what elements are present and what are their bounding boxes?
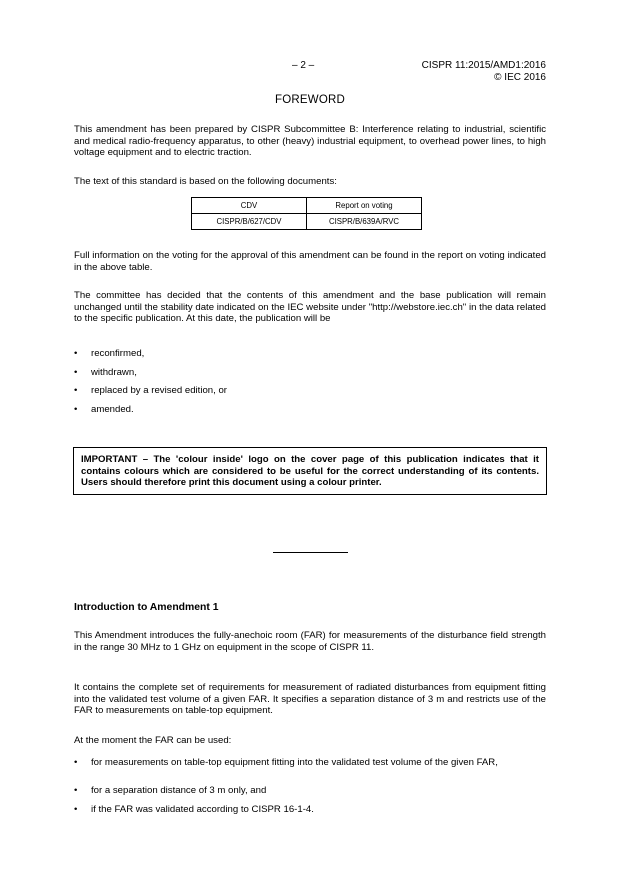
intro-paragraph-2: It contains the complete set of requirements for measurement of radiated disturbances from equipment fitting into the validated test volume of a given FAR. It specifies a separation distance of 3 m and restricts use of the FAR to measurements on table-top equipment. <box>74 682 546 717</box>
bullet-icon: • <box>74 757 78 768</box>
voting-documents-table <box>191 197 422 230</box>
foreword-paragraph-1: This amendment has been prepared by CISPR Subcommittee B: Interference relating to industrial, scientific and medical radio-frequency apparatus, to other (heavy) industrial equipment, to overhead power lines, to high voltage equipment and to electric traction. <box>74 124 546 159</box>
list-item <box>74 804 546 823</box>
list-item-text: reconfirmed, <box>91 348 145 359</box>
list-item <box>74 404 546 423</box>
list-item-text: withdrawn, <box>91 366 137 378</box>
list-item-text: if the FAR was validated according to CISPR 16-1-4. <box>91 803 314 815</box>
list-item <box>74 757 546 785</box>
doc-ref-label: CISPR 11:2015/AMD1:2016 <box>421 60 546 71</box>
bullet-icon: • <box>74 348 78 359</box>
list-item <box>74 385 546 404</box>
page-number: – 2 – <box>292 60 315 71</box>
table-header-cell: Report on voting <box>307 198 422 214</box>
bullet-icon: • <box>74 366 78 378</box>
table-row <box>192 214 422 230</box>
list-item-text: for a separation distance of 3 m only, and <box>91 785 267 796</box>
far-usage-list <box>74 757 546 822</box>
section-divider <box>273 552 348 553</box>
intro-paragraph-1: This Amendment introduces the fully-anechoic room (FAR) for measurements of the disturbance field strength in the range 30 MHz to 1 GHz on equipment in the scope of CISPR 11. <box>74 630 546 653</box>
table-cell: CISPR/B/627/CDV <box>192 214 307 230</box>
table-cell: CISPR/B/639A/RVC <box>307 214 422 230</box>
bullet-icon: • <box>74 403 78 415</box>
table-header-cell: CDV <box>192 198 307 214</box>
copyright-label: © IEC 2016 <box>494 72 546 83</box>
intro-heading: Introduction to Amendment 1 <box>74 602 219 613</box>
foreword-paragraph-3: Full information on the voting for the approval of this amendment can be found in the report on voting indicated in the above table. <box>74 250 546 273</box>
table-header-row <box>192 198 422 214</box>
list-item <box>74 348 546 367</box>
document-reference <box>422 60 546 84</box>
important-notice-box: IMPORTANT – The 'colour inside' logo on the cover page of this publication indicates that it contains colours which are considered to be useful for the correct understanding of its contents. Users should therefore print this document using a colour printer. <box>73 447 547 495</box>
bullet-icon: • <box>74 785 78 796</box>
bullet-icon: • <box>74 803 78 815</box>
list-item-text: amended. <box>91 403 134 415</box>
list-item <box>74 367 546 386</box>
list-item-text: for measurements on table-top equipment fitting into the validated test volume of the given FAR, <box>91 757 498 768</box>
foreword-paragraph-4: The committee has decided that the contents of this amendment and the base publication will remain unchanged until the stability date indicated on the IEC website under "http://webstore.iec.ch" in the data related to the specific publication. At this date, the publication will be <box>74 290 546 325</box>
list-item-text: replaced by a revised edition, or <box>91 385 227 396</box>
publication-status-list <box>74 348 546 422</box>
list-item <box>74 785 546 804</box>
foreword-paragraph-2: The text of this standard is based on the following documents: <box>74 176 337 187</box>
intro-paragraph-3: At the moment the FAR can be used: <box>74 735 232 746</box>
bullet-icon: • <box>74 385 78 396</box>
foreword-title: FOREWORD <box>275 94 345 106</box>
